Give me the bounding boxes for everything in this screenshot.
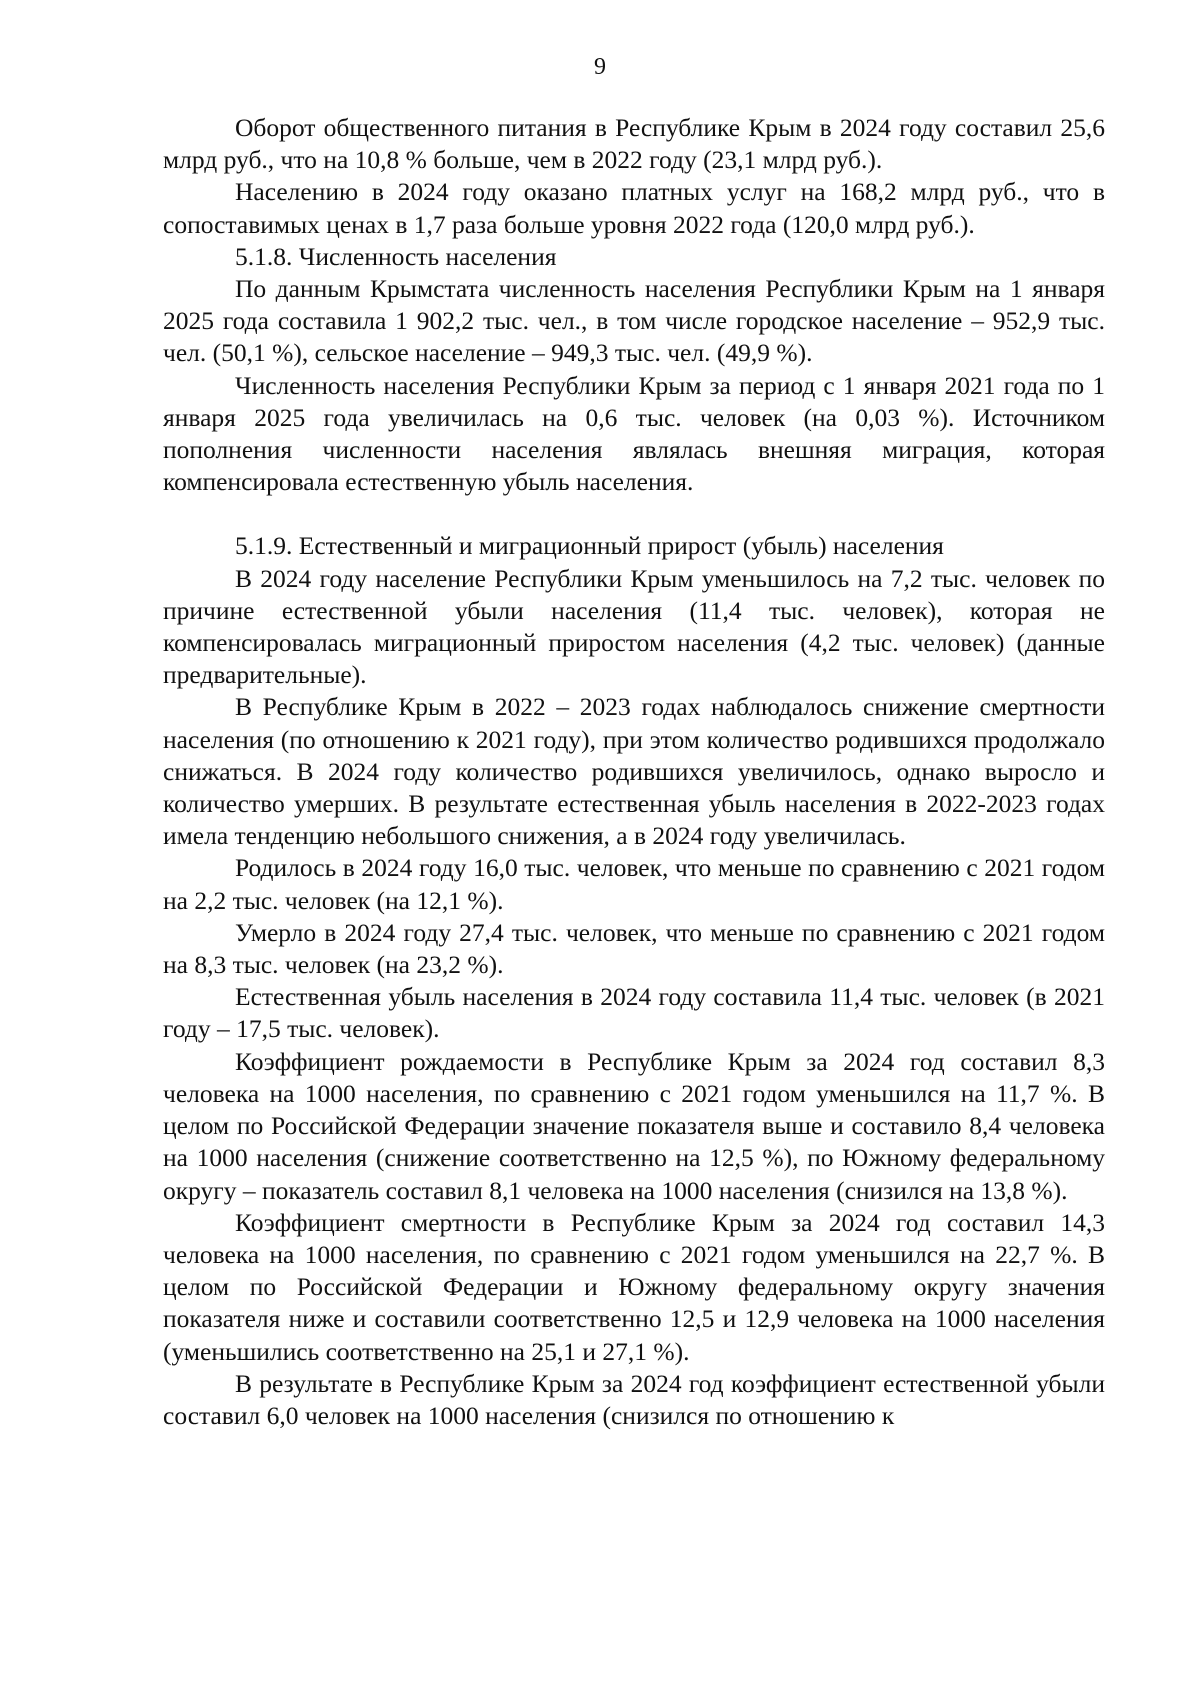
paragraph-deaths: Умерло в 2024 году 27,4 тыс. человек, что меньше по сравнению с 2021 годом на 8,3 тыс. человек (на 23,2 %). xyxy=(163,917,1105,980)
paragraph-population-change: Численность населения Республики Крым за период с 1 января 2021 года по 1 января 2025 года увеличилась на 0,6 тыс. человек (на 0,03 %). Источником пополнения численности населения являлась внешняя миграция, которая компенсировала естественную убыль населения. xyxy=(163,370,1105,497)
paragraph-paid-services: Населению в 2024 году оказано платных услуг на 168,2 млрд руб., что в сопоставимых ценах в 1,7 раза больше уровня 2022 года (120,0 млрд руб.). xyxy=(163,177,1105,239)
paragraph-population-total: По данным Крымстата численность населения Республики Крым на 1 января 2025 года составила 1 902,2 тыс. чел., в том числе городское население – 952,9 тыс. чел. (50,1 %), сельское население – 949,3 тыс. чел. (49,9 %). xyxy=(163,274,1105,368)
page-number: 9 xyxy=(594,54,606,80)
paragraph-natural-decrease-rate: В результате в Республике Крым за 2024 год коэффициент естественной убыли составил 6,0 человек на 1000 населения (снизился по отношению к xyxy=(163,1368,1105,1430)
document-body xyxy=(163,112,1105,1432)
section-heading-population: 5.1.8. Численность населения xyxy=(235,241,557,271)
paragraph-population-decrease: В 2024 году население Республики Крым уменьшилось на 7,2 тыс. человек по причине естественной убыли населения (11,4 тыс. человек), которая не компенсировалась миграционный приростом населения (4,2 тыс. человек) (данные предварительные). xyxy=(163,563,1105,690)
paragraph-catering-turnover: Оборот общественного питания в Республике Крым в 2024 году составил 25,6 млрд руб., что на 10,8 % больше, чем в 2022 году (23,1 млрд руб.). xyxy=(163,113,1105,175)
paragraph-births: Родилось в 2024 году 16,0 тыс. человек, что меньше по сравнению с 2021 годом на 2,2 тыс. человек (на 12,1 %). xyxy=(163,853,1105,915)
section-heading-natural-migration: 5.1.9. Естественный и миграционный прирост (убыль) населения xyxy=(235,531,944,561)
paragraph-death-rate: Коэффициент смертности в Республике Крым за 2024 год составил 14,3 человека на 1000 населения, по сравнению с 2021 годом уменьшился на 22,7 %. В целом по Российской Федерации и Южному федеральному округу значения показателя ниже и составили соответственно 12,5 и 12,9 человека на 1000 населения (уменьшились соответственно на 25,1 и 27,1 %). xyxy=(163,1207,1105,1366)
paragraph-mortality-trend: В Республике Крым в 2022 – 2023 годах наблюдалось снижение смертности населения (по отношению к 2021 году), при этом количество родившихся продолжало снижаться. В 2024 году количество родившихся увеличилось, однако выросло и количество умерших. В результате естественная убыль населения в 2022-2023 годах имела тенденцию небольшого снижения, а в 2024 году увеличилась. xyxy=(163,692,1105,851)
paragraph-birth-rate: Коэффициент рождаемости в Республике Крым за 2024 год составил 8,3 человека на 1000 населения, по сравнению с 2021 годом уменьшился на 11,7 %. В целом по Российской Федерации значение показателя выше и составило 8,4 человека на 1000 населения (снижение соответственно на 12,5 %), по Южному федеральному округу – показатель составил 8,1 человека на 1000 населения (снизился на 13,8 %). xyxy=(163,1046,1105,1205)
paragraph-natural-decrease: Естественная убыль населения в 2024 году составила 11,4 тыс. человек (в 2021 году – 17,5 тыс. человек). xyxy=(163,982,1105,1044)
